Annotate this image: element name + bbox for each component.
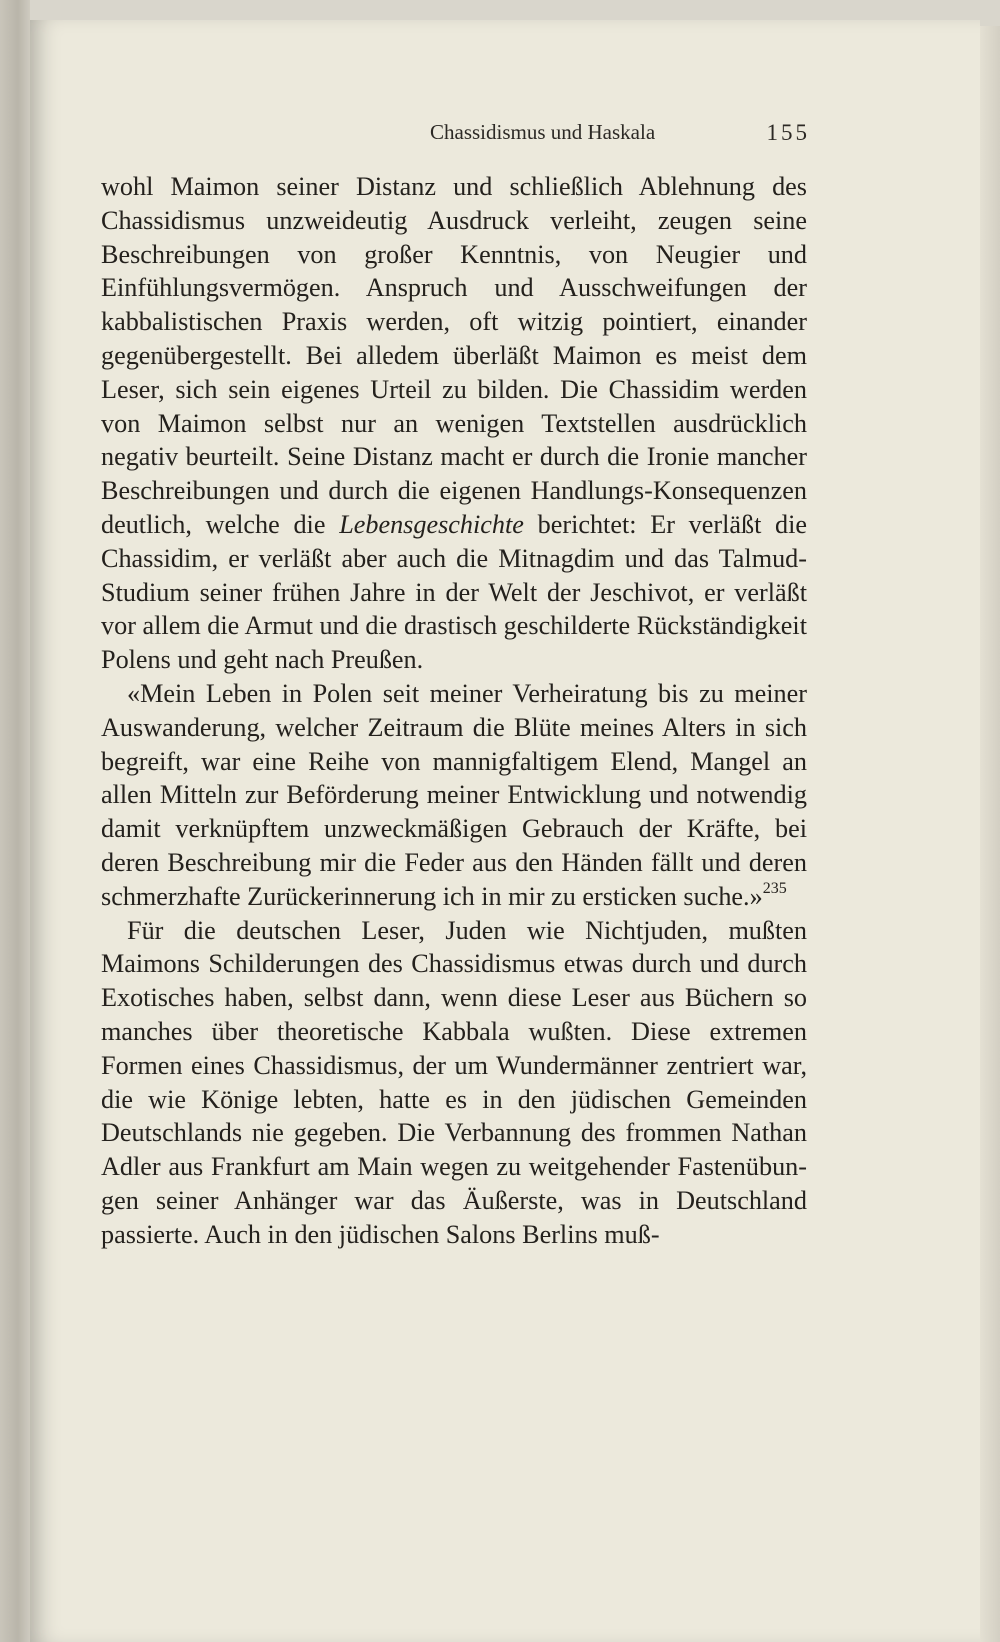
book-gutter: [0, 0, 30, 1642]
paragraph-1-text-continued: berichtet: Er verläßt die Chassidim, er verläßt aber auch die Mitnagdim und das Talmud-Studium seiner frühen Jahre in der Welt der Jeschivot, er verläßt vor allem die Armut und die drastisch geschilderte Rückständigkeit Polens und geht nach Preußen.: [101, 509, 808, 675]
footnote-reference: 235: [762, 879, 787, 897]
quote-text: «Mein Leben in Polen seit meiner Verheiratung bis zu meiner Auswanderung, welcher Zeitraum die Blüte meines Alters in sich begreift, war eine Reihe von mannigfaltigem Elend, Mangel an allen Mitteln zur Beförderung meiner Entwicklung und notwendig damit verknüpftem unzweckmäßigen Gebrauch der Kräfte, bei deren Beschreibung mir die Feder aus den Händen fällt und deren schmerzhafte Zurückerinnerung ich in mir zu ersticken suche.»: [101, 678, 807, 911]
page-number: 155: [766, 120, 810, 145]
book-title-italic: Lebensgeschichte: [339, 509, 524, 539]
paragraph-3-text: Für die deutschen Leser, Juden wie Nichtjuden, mußten Maimons Schilderungen des Chassidismus etwas durch und durch Exotisches haben, selbst dann, wenn diese Leser aus Büchern so manches über theoretische Kabbala wußten. Diese extremen Formen eines Chassidismus, der um Wundermänner zentriert war, die wie Könige lebten, hatte es in den jüdischen Gemeinden Deutschlands nie gegeben. Die Verbannung des frommen Nathan Adler aus Frankfurt am Main wegen zu weitgehender Fastenübungen seiner Anhänger war das Äußerste, was in Deutschland passierte. Auch in den jüdischen Salons Berlins muß-: [101, 915, 807, 1249]
running-title: Chassidismus und Haskala: [430, 120, 656, 144]
body-text: [101, 170, 807, 1252]
paragraph-1-text: wohl Maimon seiner Distanz und schließlich Ablehnung des Chassidismus unzweideutig Ausdruck verleiht, zeugen seine Beschreibungen von großer Kenntnis, von Neugier und Einfühlungsvermögen. Anspruch und Ausschweifungen der kabbalistischen Praxis werden, oft witzig pointiert, einander gegenübergestellt. Bei alledem überläßt Maimon es meist dem Leser, sich sein eigenes Urteil zu bilden. Die Chassidim werden von Maimon selbst nur an wenigen Textstellen ausdrücklich negativ beurteilt. Seine Distanz macht er durch die Ironie mancher Beschreibungen und durch die eigenen Handlungs-Konsequenzen deutlich, welche die: [101, 172, 807, 539]
page-fore-edge: [980, 26, 1000, 1642]
paragraph-3: [101, 914, 807, 1252]
paragraph-2-quote: [101, 677, 807, 914]
paragraph-1: [101, 170, 807, 677]
running-header: [430, 120, 810, 150]
